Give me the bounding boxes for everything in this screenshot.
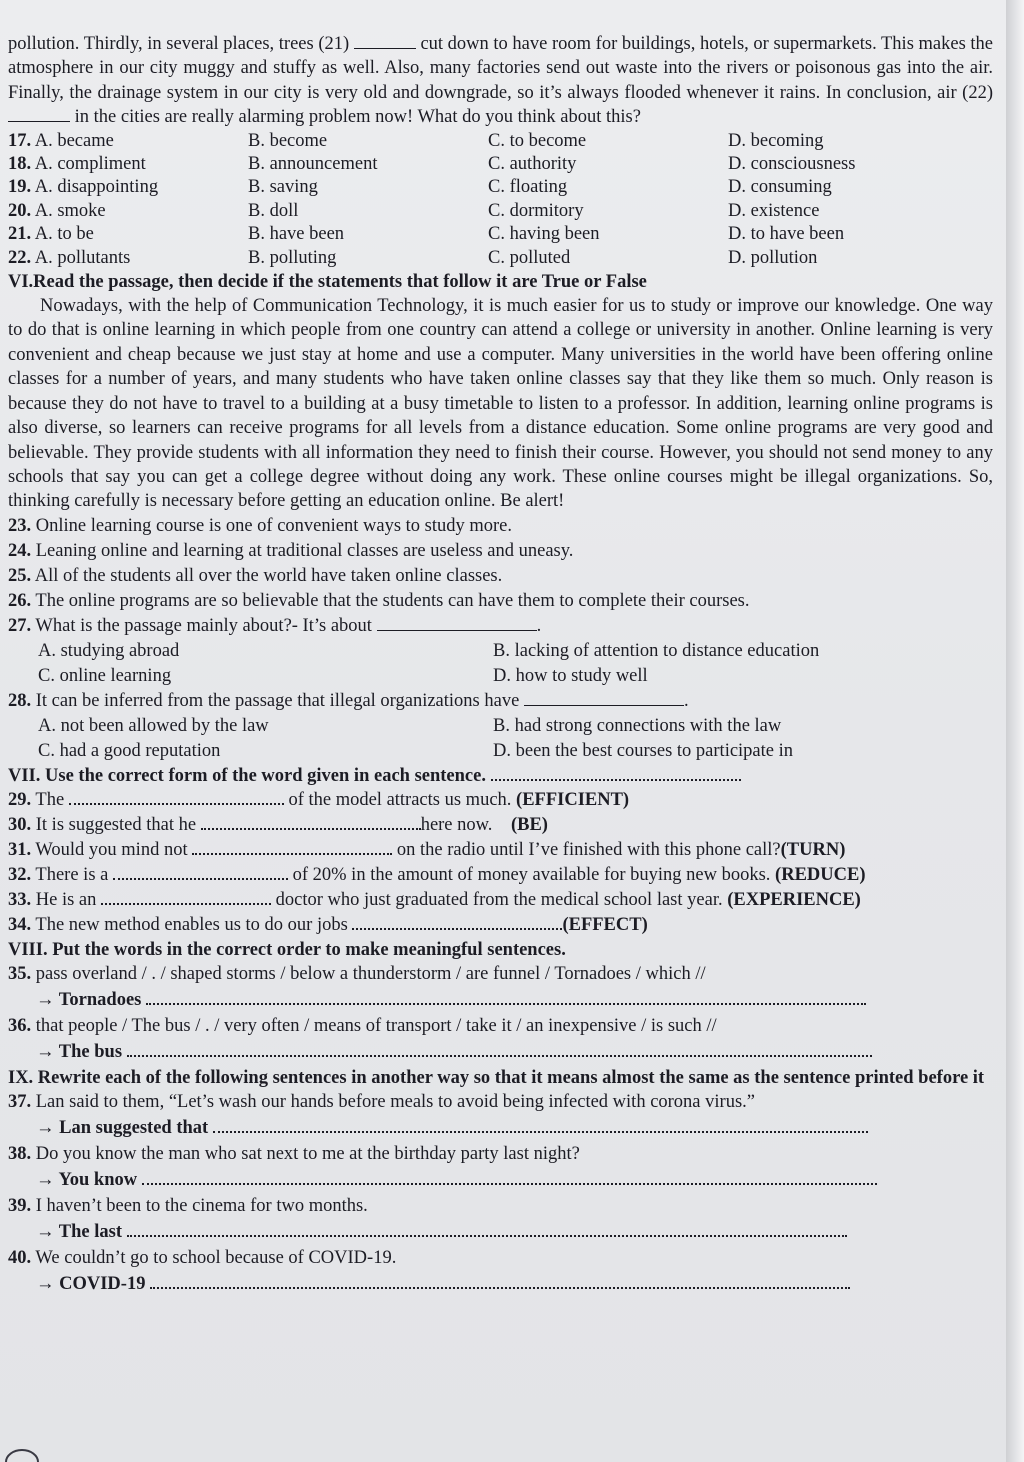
q17-d: D. becoming	[728, 130, 824, 151]
question-40: 40. We couldn’t go to school because of COVID-19.	[8, 1247, 397, 1268]
q19-a: 19. A. disappointing	[8, 177, 159, 198]
answer-line-38[interactable]: → You know	[8, 1167, 993, 1194]
blank-22	[8, 109, 70, 122]
question-38: 38. Do you know the man who sat next to me at the birthday party last night?	[8, 1143, 580, 1164]
q22-d: D. pollution	[728, 247, 818, 268]
question-23: 23. Online learning course is one of convenient ways to study more.	[8, 515, 513, 536]
q18-d: D. consciousness	[728, 154, 856, 175]
q22-c: C. polluted	[488, 247, 571, 268]
q17-c: C. to become	[488, 130, 587, 151]
question-30: 30. It is suggested that he here now. (BE)	[8, 814, 548, 835]
question-28: 28. It can be inferred from the passage that illegal organizations have .	[8, 690, 689, 711]
q28-b: B. had strong connections with the law	[493, 715, 782, 736]
q21-d: D. to have been	[728, 224, 845, 245]
answer-line-35[interactable]: → Tornadoes	[8, 987, 993, 1014]
q21-b: B. have been	[248, 224, 345, 245]
q27-options	[8, 639, 993, 689]
section-vi-heading: VI.Read the passage, then decide if the statements that follow it are True or False	[8, 272, 647, 293]
question-27: 27. What is the passage mainly about?- It’s about .	[8, 615, 542, 636]
q19-c: C. floating	[488, 177, 568, 198]
passage-1: pollution. Thirdly, in several places, trees (21) cut down to have room for buildings, hotels, or supermarkets. This makes the atmosphere in our city muggy and stuffy as well. Also, many factories send out waste into the rivers or poisonous gas into the air. Finally, the drainage system in our city is very old and downgrade, so it’s always flooded whenever it rains. In conclusion, air (22) in the cities are really alarming problem now! What do you think about this?	[8, 34, 994, 128]
question-29: 29. The of the model attracts us much. (EFFICIENT)	[8, 789, 630, 810]
q28-options	[8, 714, 993, 764]
q20-a: 20. A. smoke	[8, 200, 106, 221]
q27-b: B. lacking of attention to distance education	[493, 640, 820, 661]
question-24: 24. Leaning online and learning at traditional classes are useless and uneasy.	[8, 540, 574, 561]
q28-c: C. had a good reputation	[38, 740, 221, 761]
question-35: 35. pass overland / . / shaped storms / below a thunderstorm / are funnel / Tornadoes / which //	[8, 963, 706, 984]
q22-b: B. polluting	[248, 247, 337, 268]
section-vii-heading: VII. Use the correct form of the word given in each sentence.	[8, 764, 993, 788]
question-36: 36. that people / The bus / . / very often / means of transport / take it / an inexpensive / is such //	[8, 1015, 717, 1036]
question-39: 39. I haven’t been to the cinema for two months.	[8, 1195, 368, 1216]
blank-21	[354, 36, 416, 49]
blank-27	[377, 618, 537, 631]
q20-b: B. doll	[248, 200, 299, 221]
question-26: 26. The online programs are so believable that the students can have them to complete their courses.	[8, 590, 750, 611]
question-31: 31. Would you mind not on the radio until I’ve finished with this phone call?(TURN)	[8, 839, 846, 860]
q20-c: C. dormitory	[488, 200, 584, 221]
question-33: 33. He is an doctor who just graduated from the medical school last year. (EXPERIENCE)	[8, 889, 861, 910]
section-viii-heading: VIII. Put the words in the correct order to make meaningful sentences.	[8, 939, 566, 960]
question-37: 37. Lan said to them, “Let’s wash our hands before meals to avoid being infected with corona virus.”	[8, 1091, 755, 1112]
question-32: 32. There is a of 20% in the amount of money available for buying new books. (REDUCE)	[8, 864, 866, 885]
answer-line-36[interactable]: → The bus	[8, 1039, 993, 1066]
q22-a: 22. A. pollutants	[8, 247, 131, 268]
q21-c: C. having been	[488, 224, 600, 245]
q28-d: D. been the best courses to participate in	[493, 740, 794, 761]
q18-a: 18. A. compliment	[8, 154, 146, 175]
answer-line-39[interactable]: → The last	[8, 1219, 993, 1246]
q28-a: A. not been allowed by the law	[38, 715, 269, 736]
q20-d: D. existence	[728, 200, 820, 221]
q17-a: 17. A. became	[8, 130, 114, 151]
mc-options-grid	[8, 130, 993, 270]
answer-line-37[interactable]: → Lan suggested that	[8, 1115, 993, 1142]
blank-28	[524, 693, 684, 706]
q27-c: C. online learning	[38, 665, 172, 686]
q27-d: D. how to study well	[493, 665, 648, 686]
question-34: 34. The new method enables us to do our jobs (EFFECT)	[8, 914, 648, 935]
answer-line-40[interactable]: → COVID-19	[8, 1271, 993, 1298]
question-25: 25. All of the students all over the world have taken online classes.	[8, 565, 503, 586]
q27-a: A. studying abroad	[38, 640, 180, 661]
q19-b: B. saving	[248, 177, 318, 198]
q21-a: 21. A. to be	[8, 224, 94, 245]
q18-c: C. authority	[488, 154, 577, 175]
passage-vi: Nowadays, with the help of Communication Technology, it is much easier for us to study or improve our knowledge. One way to do that is online learning in which people from one country can attend a college or university in another. Online learning is very convenient and cheap because we just stay at home and use a computer. Many universities in the world have been offering online classes for a number of years, and many students who have taken online classes say that they like them so much. Only reason is because they do not have to travel to a building at a busy timetable to listen to a professor. In addition, learning online programs is also diverse, so learners can receive programs for all levels from a distance education. Some online programs are very good and believable. They provide students with all information they need to finish their course. However, you should not send money to any schools that say you can get a college degree without doing any work. These online courses might be illegal organizations. So, thinking carefully is necessary before getting an education online. Be alert!	[8, 296, 993, 512]
worksheet-content	[8, 32, 993, 1298]
page-edge-shadow	[1006, 0, 1024, 1462]
page-corner-mark-icon	[0, 1440, 40, 1462]
q18-b: B. announcement	[248, 154, 378, 175]
q19-d: D. consuming	[728, 177, 832, 198]
q17-b: B. become	[248, 130, 328, 151]
section-ix-heading: IX. Rewrite each of the following sentences in another way so that it means almost the same as the sentence printed before it	[8, 1067, 985, 1088]
